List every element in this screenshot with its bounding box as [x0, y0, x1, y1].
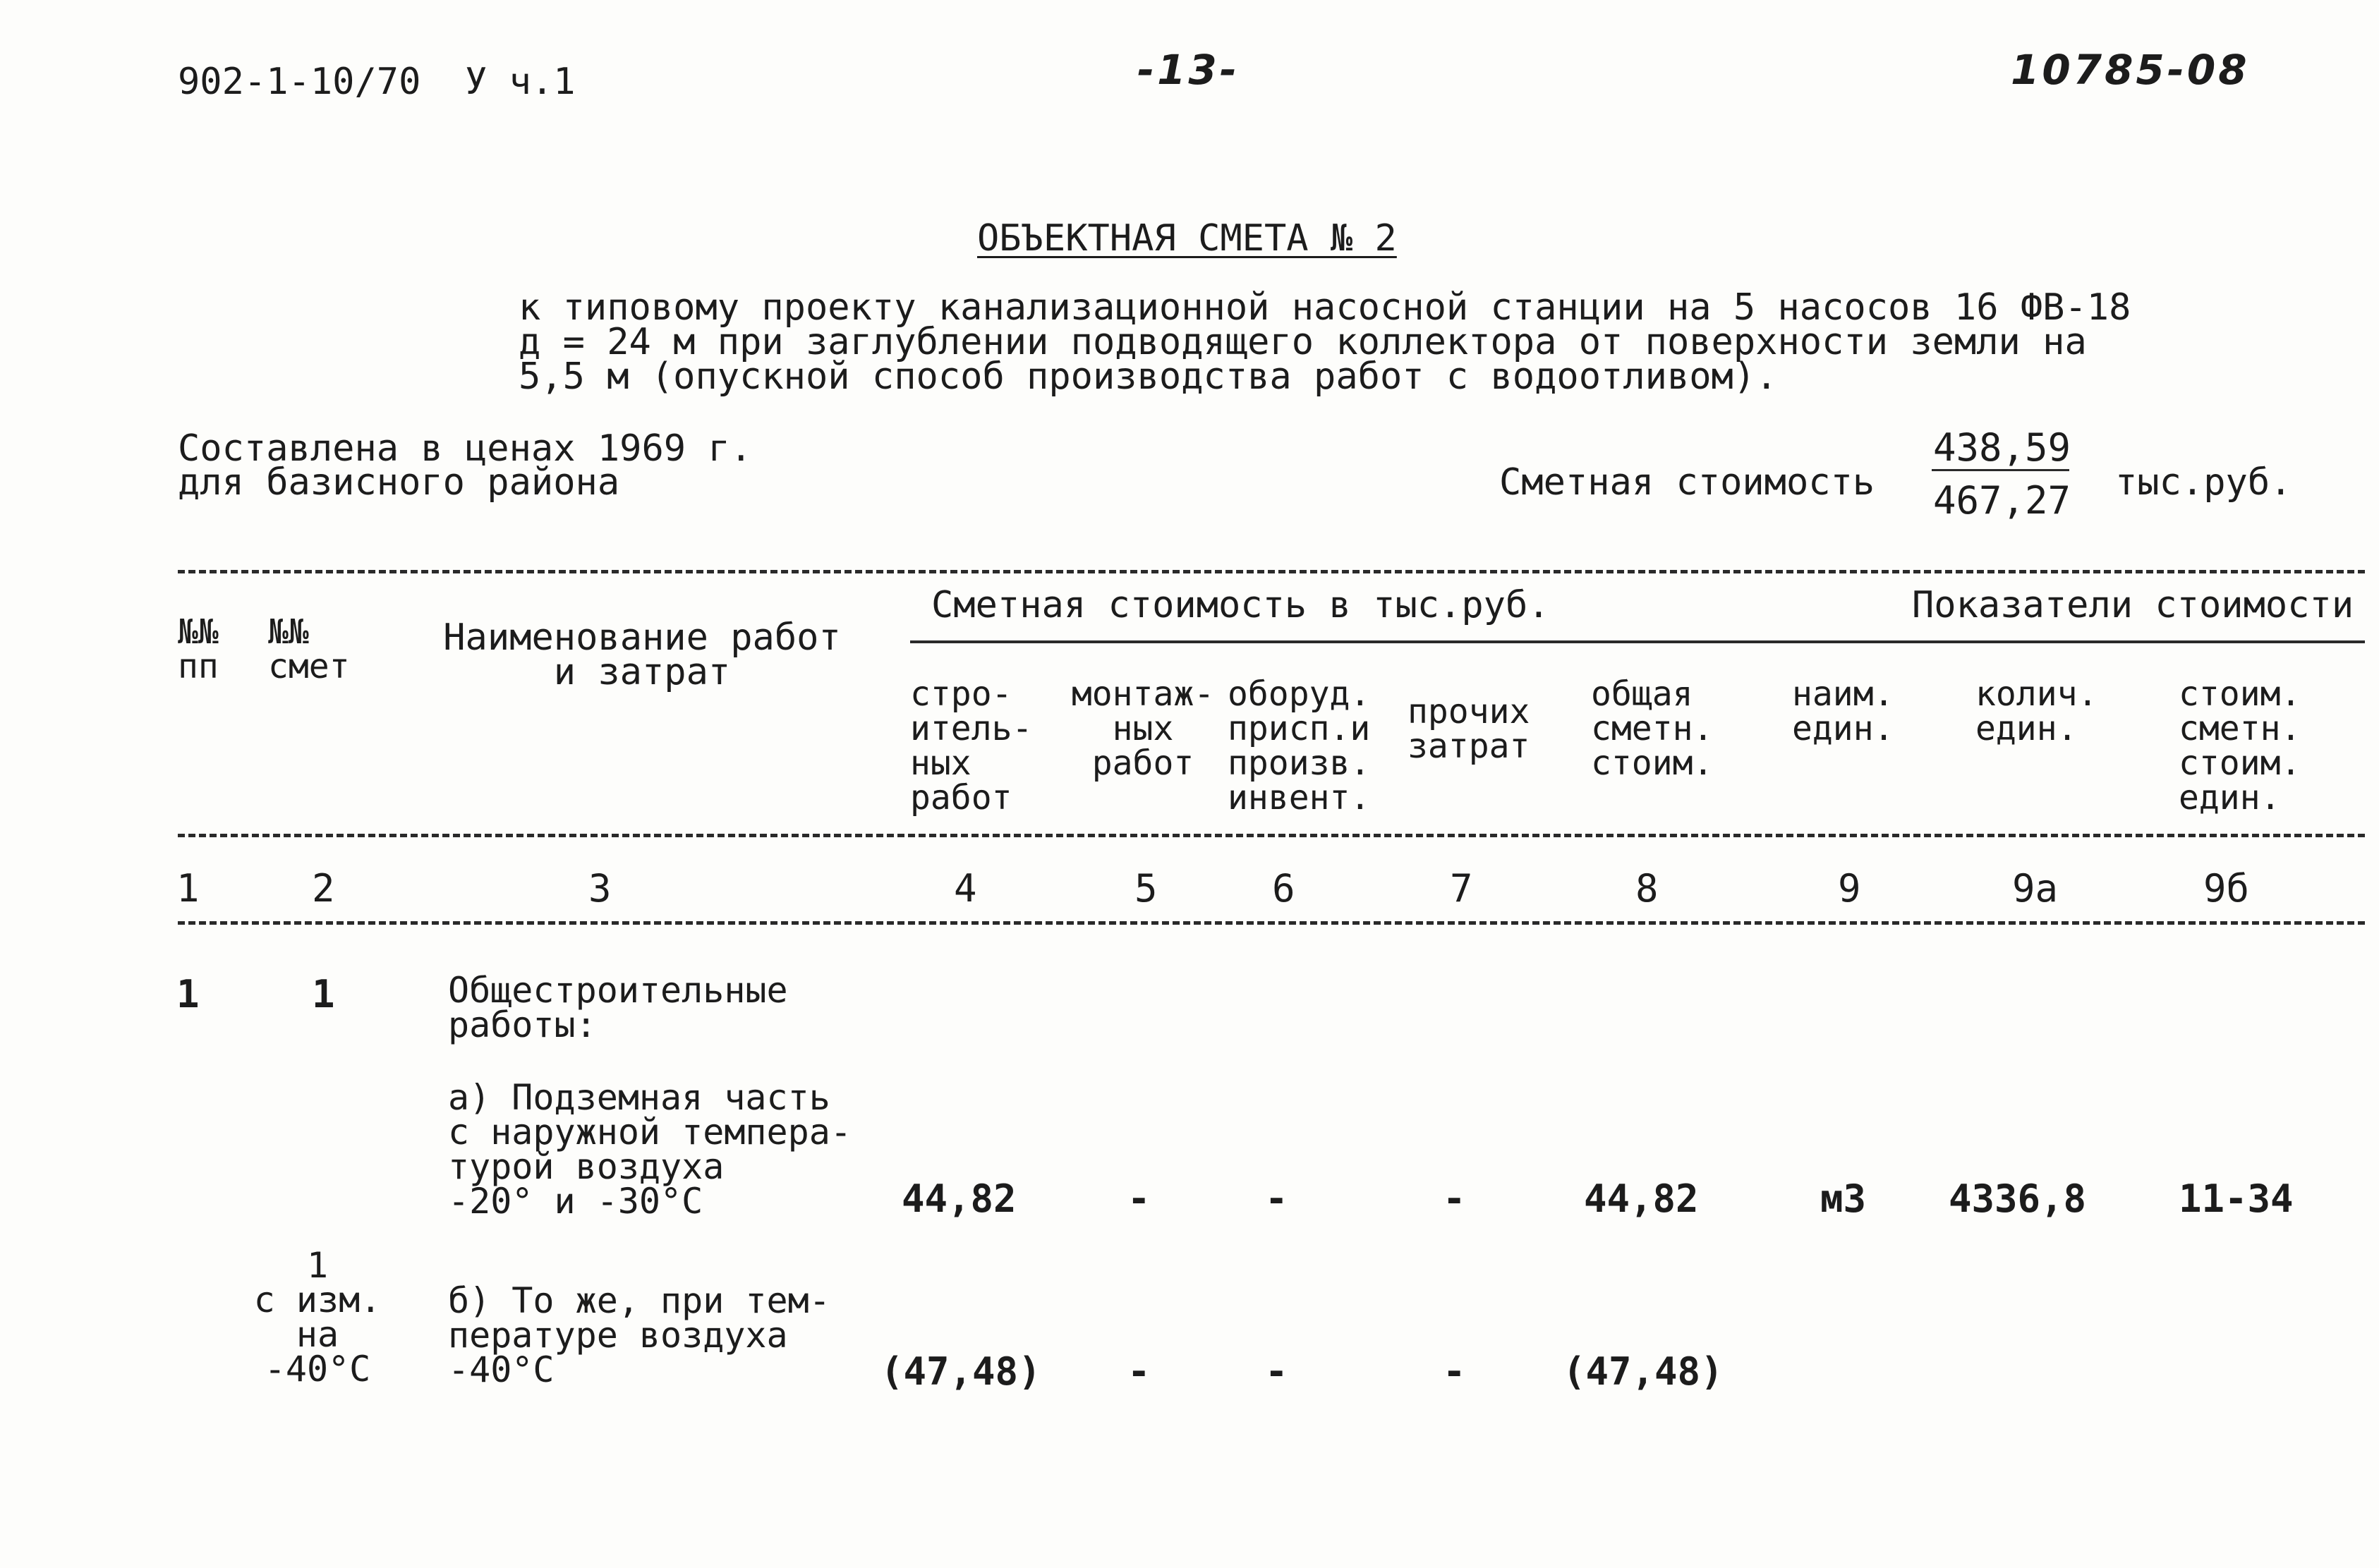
header-col7: прочих затрат — [1408, 692, 1530, 766]
colnum-2: 2 — [312, 866, 335, 911]
row3-col5: - — [1127, 1349, 1151, 1394]
row2-col7: - — [1443, 1177, 1466, 1221]
header-bottom-rule — [178, 834, 2365, 837]
subtitle-line-3: 5,5 м (опускной способ производства работ с водоотливом). — [519, 355, 1778, 398]
row2-col6: - — [1265, 1177, 1288, 1221]
archive-number: 10785-08 — [2011, 46, 2250, 94]
colnum-1: 1 — [176, 866, 200, 911]
header-pp: №№ пп — [178, 612, 219, 686]
prices-basis: Составлена в ценах 1969 г. — [178, 427, 752, 470]
header-col6: оборуд. присп.и произв. инвент. — [1228, 674, 1371, 818]
row3-name: б) То же, при тем- пературе воздуха -40°С — [448, 1280, 830, 1390]
row2-col9a: 4336,8 — [1949, 1177, 2087, 1221]
colnum-6: 6 — [1272, 866, 1295, 911]
column-number-rule — [178, 921, 2365, 925]
row1-smet: 1 — [312, 972, 335, 1016]
colnum-9a: 9а — [2012, 866, 2059, 911]
row2-col8: 44,82 — [1584, 1177, 1699, 1221]
header-col8: общая сметн. стоим. — [1591, 674, 1714, 783]
fraction-line — [1932, 469, 2069, 471]
row1-pp: 1 — [176, 972, 200, 1016]
row3-col8: (47,48) — [1563, 1349, 1724, 1394]
prices-region: для базисного района — [178, 461, 620, 504]
subtitle-line-2: д = 24 м при заглублении подводящего коллектора от поверхности земли на — [519, 321, 2087, 363]
header-col9b: стоим. сметн. стоим. един. — [2179, 674, 2301, 818]
colnum-9: 9 — [1838, 866, 1861, 911]
estimated-cost-label: Сметная стоимость — [1499, 461, 1875, 504]
row3-col7: - — [1443, 1349, 1466, 1394]
row3-col6: - — [1265, 1349, 1288, 1394]
estimated-cost-bottom: 467,27 — [1933, 478, 2071, 523]
row3-smet: 1 с изм. на -40°С — [253, 1245, 382, 1390]
header-col4: стро- итель- ных работ — [910, 674, 1033, 818]
row2-col4: 44,82 — [902, 1177, 1017, 1221]
page-number: -13- — [1137, 46, 1240, 94]
row2-col9: м3 — [1820, 1177, 1867, 1221]
row2-col9b: 11-34 — [2179, 1177, 2294, 1221]
header-group-indicators: Показатели стоимости — [1912, 584, 2354, 626]
subtitle-line-1: к типовому проекту канализационной насосной станции на 5 насосов 16 ФВ-18 — [519, 286, 2131, 329]
header-col9a: колич. един. — [1975, 674, 2098, 748]
colnum-4: 4 — [954, 866, 977, 911]
header-group-cost: Сметная стоимость в тыс.руб. — [931, 584, 1550, 626]
row3-col4: (47,48) — [880, 1349, 1041, 1394]
estimated-cost-unit: тыс.руб. — [2115, 461, 2292, 504]
header-col9: наим. един. — [1792, 674, 1894, 748]
group-header-rule — [910, 640, 2365, 643]
header-col5: монтаж- ных работ — [1071, 674, 1215, 783]
colnum-3: 3 — [588, 866, 612, 911]
colnum-5: 5 — [1134, 866, 1158, 911]
header-name: Наименование работ и затрат — [443, 616, 841, 693]
row2-col5: - — [1127, 1177, 1151, 1221]
estimated-cost-top: 438,59 — [1933, 425, 2071, 470]
document-code: 902-1-10/70 У ч.1 — [178, 61, 576, 103]
row1-name: Общестроительные работы: — [448, 970, 788, 1045]
colnum-8: 8 — [1635, 866, 1659, 911]
header-smet: №№ смет — [268, 612, 350, 686]
colnum-7: 7 — [1450, 866, 1473, 911]
colnum-9b: 9б — [2203, 866, 2250, 911]
document-title: ОБЪЕКТНАЯ СМЕТА № 2 — [977, 217, 1397, 260]
table-top-rule — [178, 570, 2365, 573]
row2-name: а) Подземная часть с наружной темпера- турой воздуха -20° и -30°С — [448, 1077, 852, 1222]
